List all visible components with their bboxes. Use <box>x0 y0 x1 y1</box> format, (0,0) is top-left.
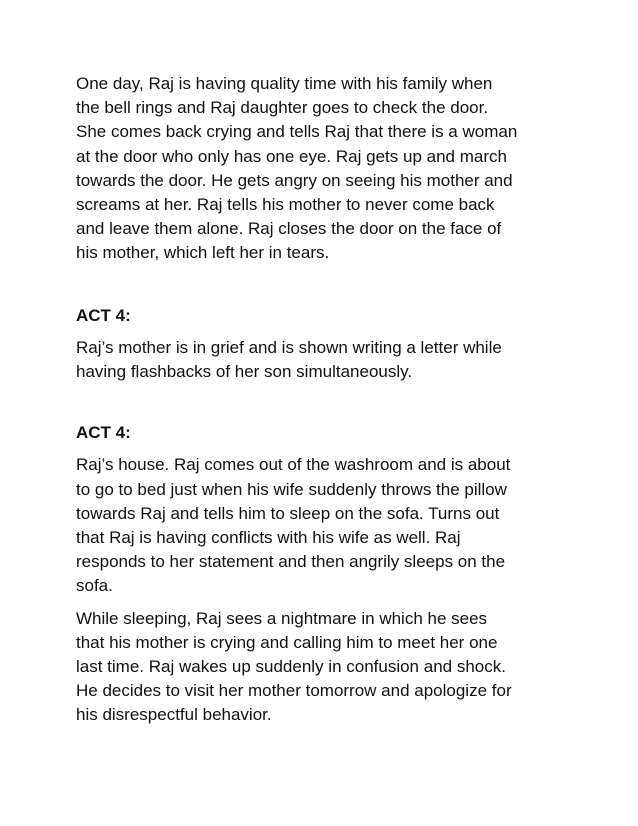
act-heading: ACT 4: <box>76 305 131 325</box>
paragraph-gap <box>76 599 576 607</box>
opening-paragraph: One day, Raj is having quality time with his family when the bell rings and Raj daughter goes to check the door. She comes back crying and tells Raj that there is a woman at the door who only has one eye. Raj gets up and march towards the door. He gets angry on seeing his mother and screams at her. Raj tells his mother to never come back and leave them alone. Raj closes the door on the face of his mother, which left her in tears. <box>76 74 518 263</box>
act-paragraph: Raj’s house. Raj comes out of the washroom and is about to go to bed just when his wife suddenly throws the pillow towards Raj and tells him to sleep on the sofa. Turns out that Raj is having conflicts with his wife as well. Raj responds to her statement and then angrily sleeps on the sofa. <box>76 455 511 596</box>
section-gap <box>76 384 576 421</box>
document-body <box>76 72 576 728</box>
act-heading: ACT 4: <box>76 423 131 443</box>
section-gap <box>76 266 576 304</box>
act-paragraph: Raj’s mother is in grief and is shown writing a letter while having flashbacks of her son simultaneously. <box>76 337 502 382</box>
act-paragraph: While sleeping, Raj sees a nightmare in which he sees that his mother is crying and calling him to meet her one last time. Raj wakes up suddenly in confusion and shock. He decides to visit her mother tomorrow and apologize for his disrespectful behavior. <box>76 608 512 725</box>
